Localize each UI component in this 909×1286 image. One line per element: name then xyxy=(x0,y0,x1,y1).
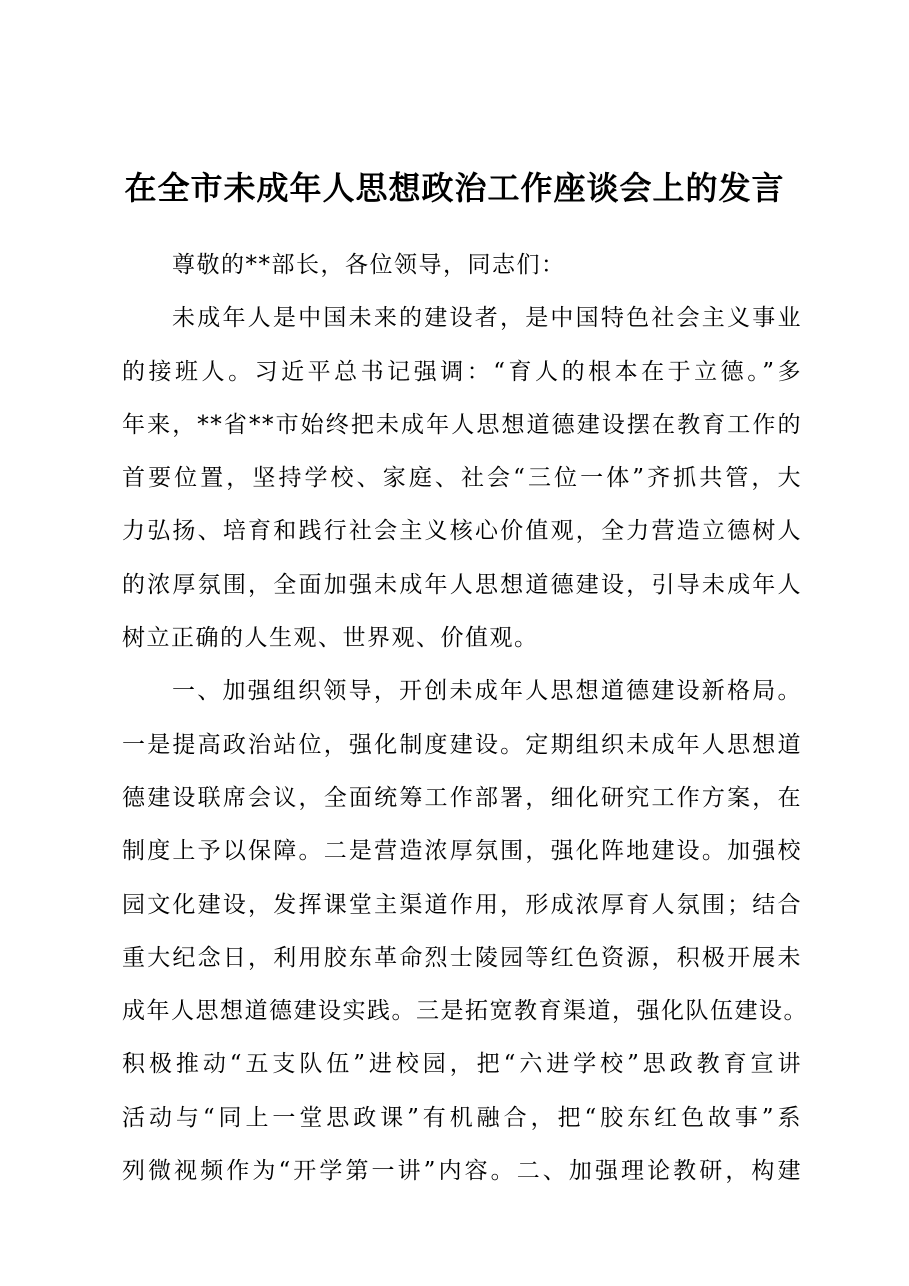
body-line: 重大纪念日，利用胶东革命烈士陵园等红色资源，积极开展未 xyxy=(122,944,802,971)
body-line: 园文化建设，发挥课堂主渠道作用，形成浓厚育人氛围；结合 xyxy=(122,891,802,918)
body-line: 积极推动“五支队伍”进校园，把“六进学校”思政教育宣讲 xyxy=(122,1051,802,1078)
body-line: 未成年人是中国未来的建设者，是中国特色社会主义事业 xyxy=(172,305,802,332)
body-line: 一、加强组织领导，开创未成年人思想道德建设新格局。 xyxy=(172,678,802,705)
body-line: 的浓厚氛围，全面加强未成年人思想道德建设，引导未成年人 xyxy=(122,571,802,598)
body-line: 树立正确的人生观、世界观、价值观。 xyxy=(122,625,539,652)
body-line: 列微视频作为“开学第一讲”内容。二、加强理论教研，构建 xyxy=(122,1158,802,1185)
body-line: 尊敬的**部长，各位领导，同志们： xyxy=(172,252,566,278)
document-body xyxy=(122,239,808,1198)
body-line: 首要位置，坚持学校、家庭、社会“三位一体”齐抓共管，大 xyxy=(122,465,802,492)
body-line: 德建设联席会议，全面统筹工作部署，细化研究工作方案，在 xyxy=(122,784,802,811)
body-line: 成年人思想道德建设实践。三是拓宽教育渠道，强化队伍建设。 xyxy=(122,998,808,1025)
body-line: 的接班人。习近平总书记强调：“育人的根本在于立德。”多 xyxy=(122,358,802,385)
document-title: 在全市未成年人思想政治工作座谈会上的发言 xyxy=(124,169,785,207)
body-line: 年来，**省**市始终把未成年人思想道德建设摆在教育工作的 xyxy=(122,411,802,438)
body-line: 制度上予以保障。二是营造浓厚氛围，强化阵地建设。加强校 xyxy=(122,838,802,865)
body-line: 活动与“同上一堂思政课”有机融合，把“胶东红色故事”系 xyxy=(122,1104,802,1131)
body-line: 一是提高政治站位，强化制度建设。定期组织未成年人思想道 xyxy=(122,731,802,758)
body-line: 力弘扬、培育和践行社会主义核心价值观，全力营造立德树人 xyxy=(122,518,802,545)
